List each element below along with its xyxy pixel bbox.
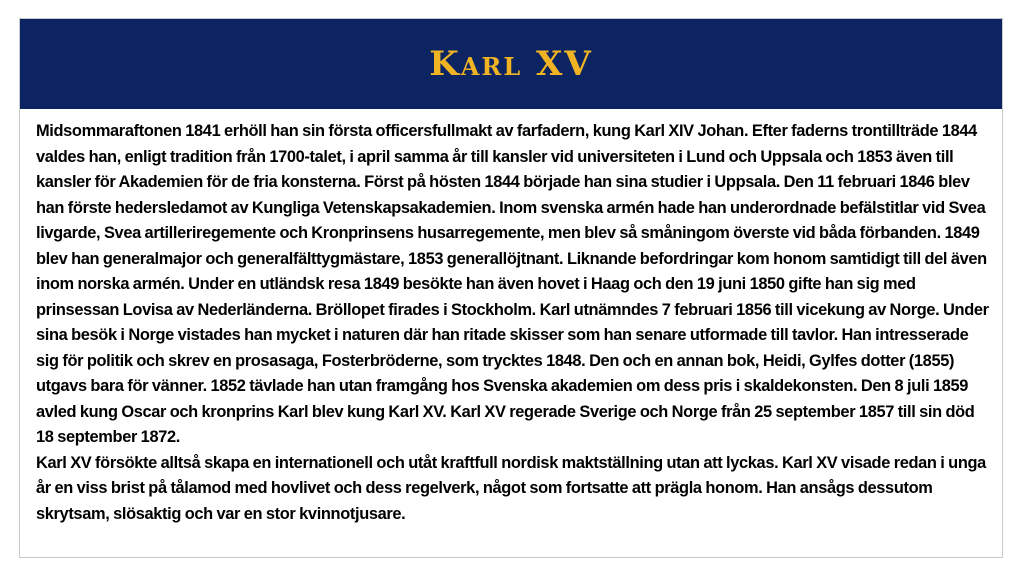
slide-body-text xyxy=(36,119,990,527)
slide xyxy=(19,18,1003,558)
body-paragraph: Karl XV försökte alltså skapa en internationell och utåt kraftfull nordisk maktställning utan att lyckas. Karl XV visade redan i unga år en viss brist på tålamod med hovlivet och dess regelverk, något som fortsatte att prägla honom. Han ansågs dessutom skrytsam, slösaktig och var en stor kvinnotjusare. xyxy=(36,453,986,523)
slide-title: Karl XV xyxy=(429,44,593,84)
title-banner xyxy=(20,19,1002,109)
body-paragraph: Midsommaraftonen 1841 erhöll han sin första officersfullmakt av farfadern, kung Karl XIV Johan. Efter faderns trontillträde 1844 valdes han, enligt tradition från 1700-talet, i april samma år till kansler vid universiteten i Lund och Uppsala och 1853 även till kansler för Akademien för de fria konsterna. Först på hösten 1844 började han sina studier i Uppsala. Den 11 februari 1846 blev han förste hedersledamot av Kungliga Vetenskapsakademien. Inom svenska armén hade han underordnade befälstitlar vid Svea livgarde, Svea artilleriregemente och Kronprinsens husarregemente, men blev så småningom överste vid båda förbanden. 1849 blev han generalmajor och generalfälttygmästare, 1853 generallöjtnant. Liknande befordringar kom honom samtidigt till del även inom norska armén. Under en utländsk resa 1849 besökte han även hovet i Haag och den 19 juni 1850 gifte han sig med prinsessan Lovisa av Nederländerna. Bröllopet firades i Stockholm. Karl utnämndes 7 februari 1856 till vicekung av Norge. Under sina besök i Norge vistades han mycket i naturen där han ritade skisser som han senare utformade till tavlor. Han intresserade sig för politik och skrev en prosasaga, Fosterbröderne, som trycktes 1848. Den och en annan bok, Heidi, Gylfes dotter (1855) utgavs bara för vänner. 1852 tävlade han utan framgång hos Svenska akademien om dess pris i skaldekonsten. Den 8 juli 1859 avled kung Oscar och kronprins Karl blev kung Karl XV. Karl XV regerade Sverige och Norge från 25 september 1857 till sin död 18 september 1872. xyxy=(36,122,989,446)
